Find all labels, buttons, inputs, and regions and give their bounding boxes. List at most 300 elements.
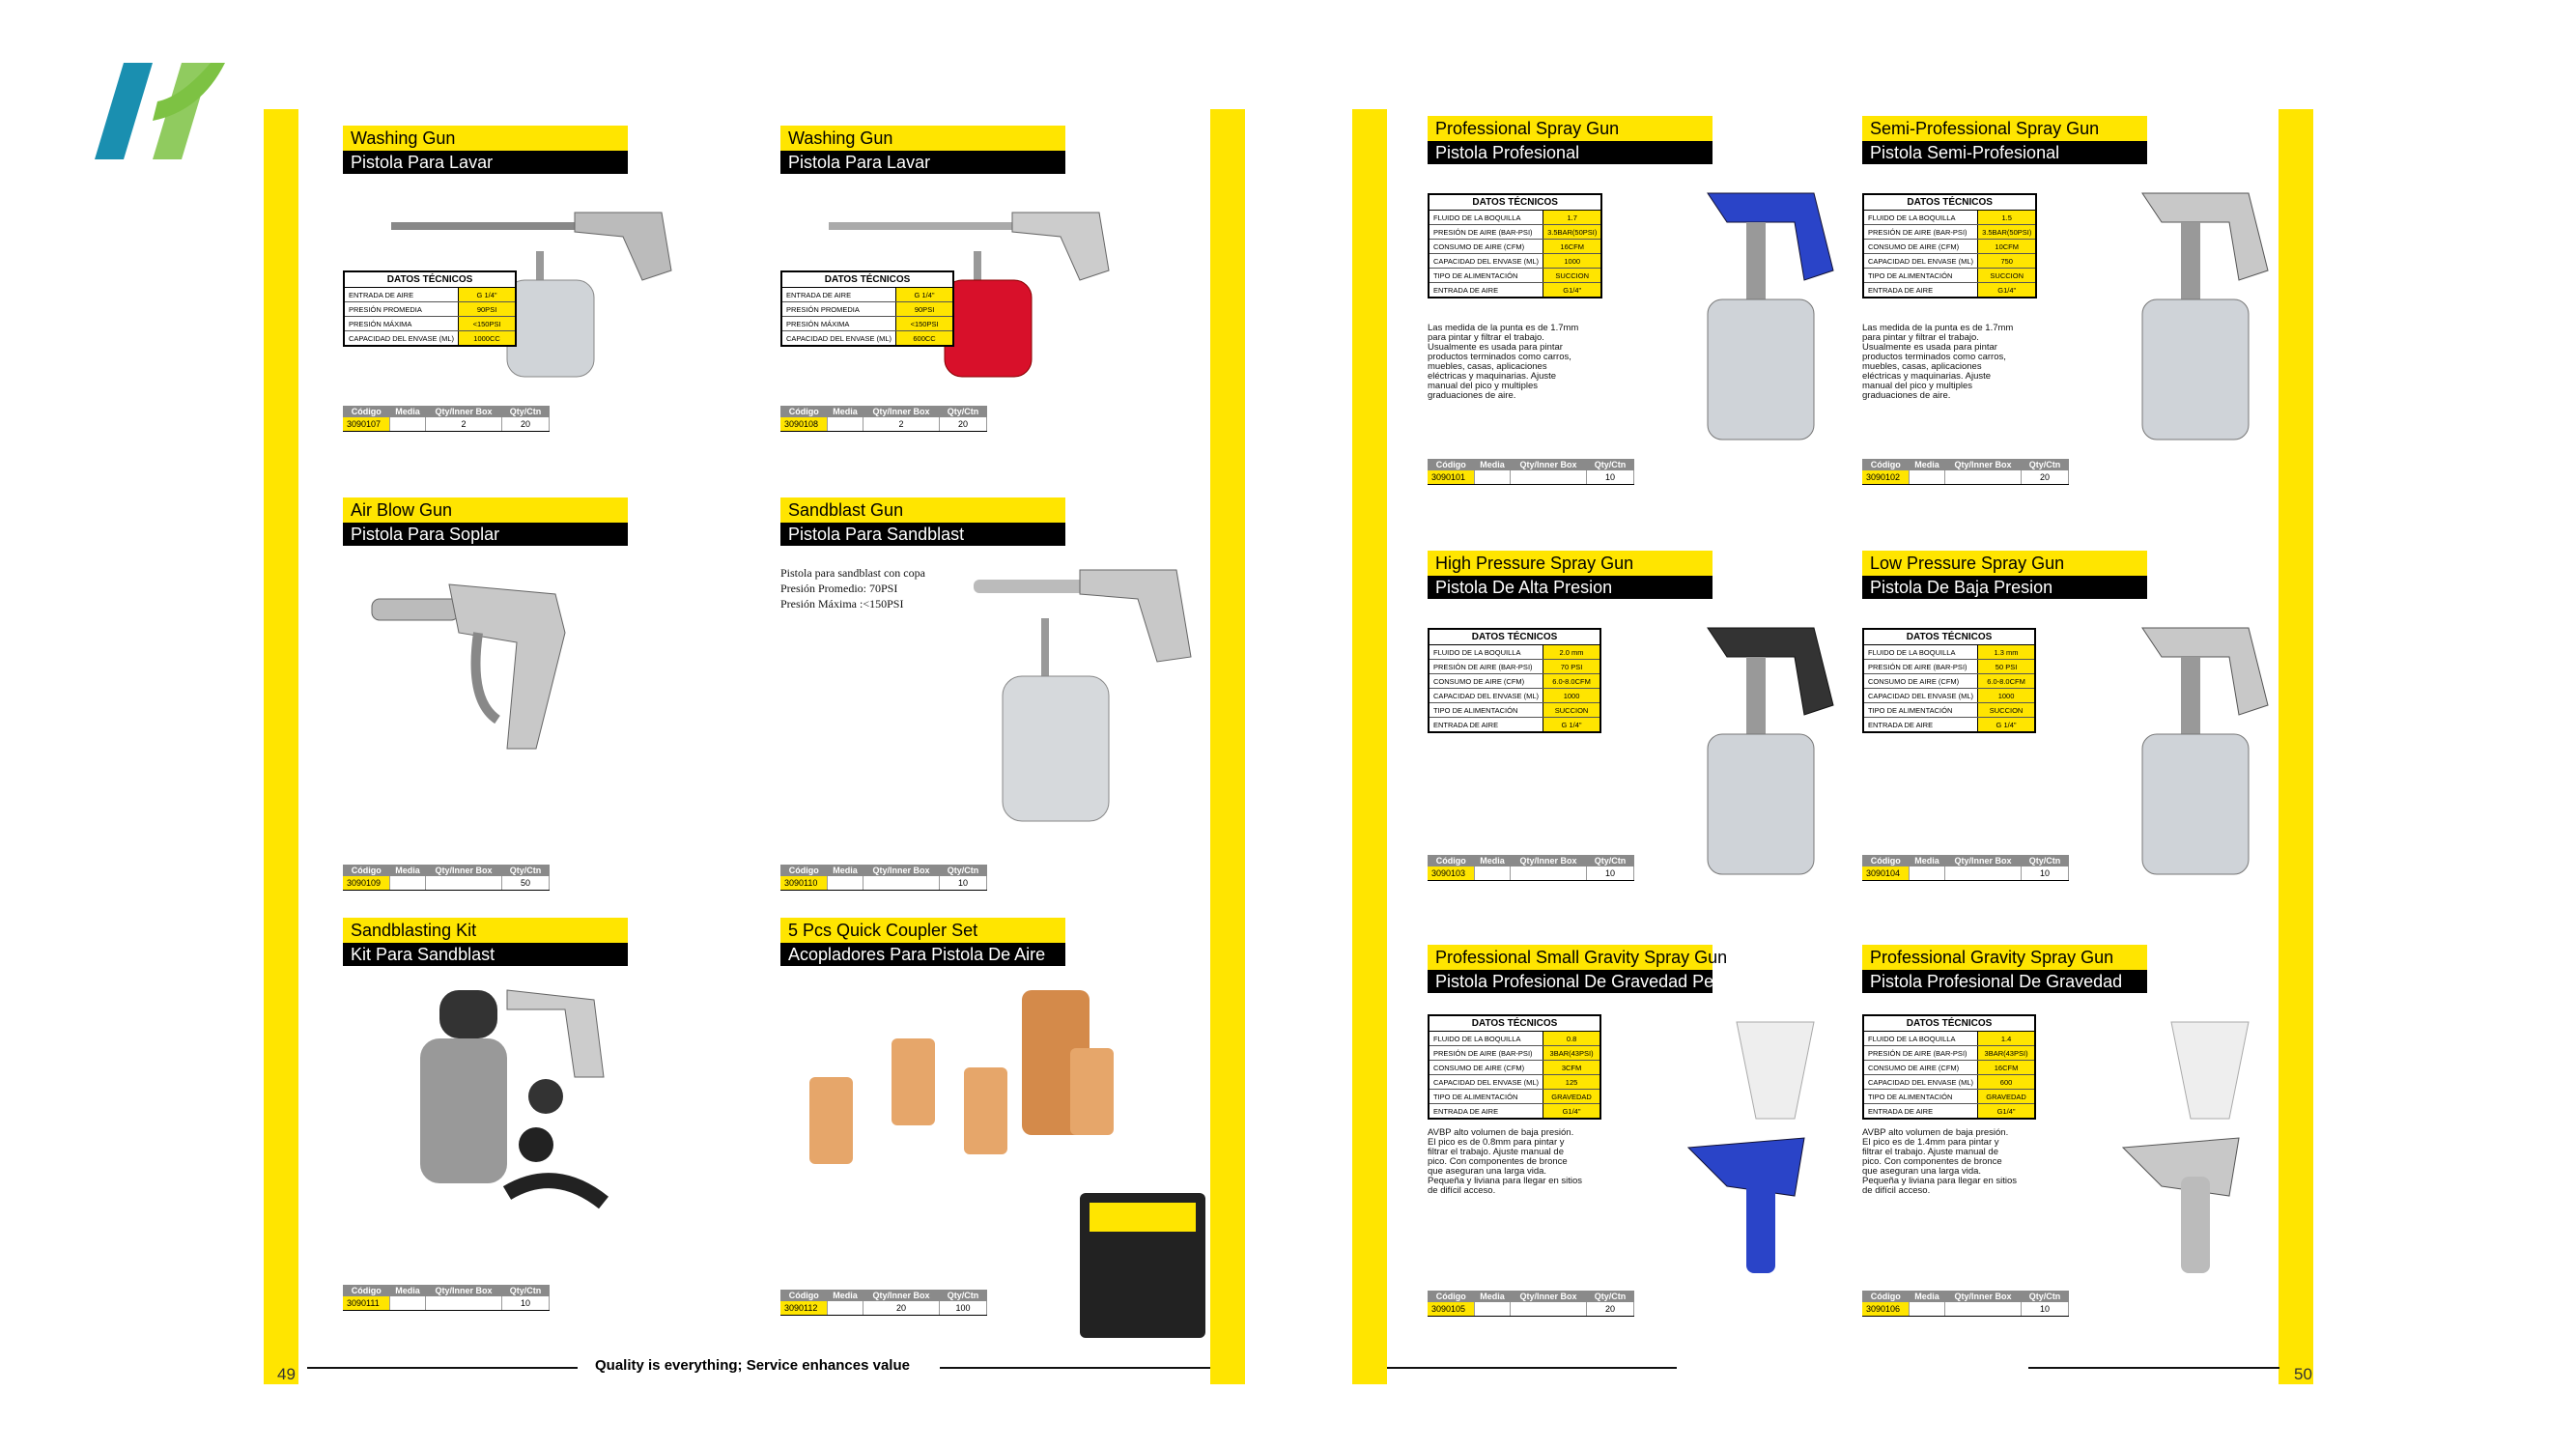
spec-value: GRAVEDAD — [1978, 1090, 2036, 1104]
product-description: AVBP alto volumen de baja presión. El pico es de 0.8mm para pintar y filtrar el trabajo. Ajuste manual de pico. Con componentes de bronce que aseguran una larga vida. Pequeña y liviana para llegar en sitios de difícil acceso. — [1428, 1127, 1583, 1196]
code-row — [1428, 867, 1634, 881]
code-cell — [390, 417, 426, 432]
spec-header: DATOS TÉCNICOS — [1863, 194, 2036, 211]
code-cell: 2 — [863, 417, 940, 432]
spec-value: SUCCION — [1978, 269, 2037, 283]
code-cell: 20 — [1587, 1302, 1634, 1317]
spec-value: 3CFM — [1543, 1061, 1601, 1075]
product-title-es: Pistola Profesional De Gravedad — [1862, 970, 2147, 993]
product-title — [1428, 945, 1763, 993]
spec-value: 600CC — [896, 331, 954, 347]
code-header: Qty/Inner Box — [863, 406, 940, 417]
spec-row — [1429, 283, 1601, 298]
spec-header: DATOS TÉCNICOS — [1429, 1015, 1600, 1032]
spec-value: 16CFM — [1543, 240, 1602, 254]
code-row — [780, 1301, 987, 1316]
product-title-en: Professional Spray Gun — [1428, 116, 1713, 141]
product-title-en: High Pressure Spray Gun — [1428, 551, 1713, 576]
code-header: Qty/Ctn — [1587, 459, 1634, 470]
code-table — [343, 1285, 550, 1311]
product-image — [2104, 609, 2297, 884]
code-header: Qty/Inner Box — [426, 1285, 502, 1296]
code-header: Qty/Ctn — [1587, 855, 1634, 867]
spec-value: G 1/4" — [1543, 718, 1601, 733]
spec-row — [1429, 1090, 1600, 1104]
product-title — [780, 497, 1065, 546]
product-card — [780, 918, 1205, 1323]
product-title-en: Washing Gun — [780, 126, 1065, 151]
code-header: Qty/Ctn — [2022, 1291, 2069, 1302]
product-title-es: Pistola De Alta Presion — [1428, 576, 1713, 599]
code-header: Qty/Ctn — [940, 1290, 987, 1301]
code-cell — [1475, 1302, 1511, 1317]
spec-row — [1429, 645, 1600, 660]
logo-icon — [85, 53, 230, 169]
code-header: Código — [1862, 1291, 1910, 1302]
code-cell: 10 — [1587, 470, 1634, 485]
spec-row — [1863, 1032, 2035, 1046]
spec-value: G 1/4" — [1978, 718, 2036, 733]
spec-value: 1000 — [1978, 689, 2036, 703]
product-title-en: Sandblasting Kit — [343, 918, 628, 943]
code-header: Qty/Inner Box — [1945, 1291, 2022, 1302]
spec-label: PRESIÓN MÁXIMA — [781, 317, 896, 331]
spec-row — [344, 302, 516, 317]
product-title-en: Professional Small Gravity Spray Gun — [1428, 945, 1713, 970]
spec-value: 90PSI — [459, 302, 517, 317]
code-cell: 10 — [2022, 867, 2069, 881]
spec-value: G 1/4" — [896, 288, 954, 302]
spec-label: PRESIÓN PROMEDIA — [344, 302, 459, 317]
code-cell: 20 — [863, 1301, 940, 1316]
code-cell: 3090101 — [1428, 470, 1475, 485]
code-row — [343, 1296, 550, 1311]
code-cell — [1910, 867, 1945, 881]
spec-label: ENTRADA DE AIRE — [1429, 718, 1543, 733]
code-row — [1862, 470, 2069, 485]
code-row — [780, 876, 987, 891]
code-cell: 2 — [426, 417, 502, 432]
spec-value: SUCCION — [1978, 703, 2036, 718]
spec-label: CAPACIDAD DEL ENVASE (ML) — [1429, 254, 1543, 269]
spec-table — [1428, 1014, 1601, 1120]
code-header: Código — [1428, 1291, 1475, 1302]
product-title-en: Sandblast Gun — [780, 497, 1065, 523]
code-header: Código — [343, 1285, 390, 1296]
spec-value: <150PSI — [459, 317, 517, 331]
spec-value: 1000 — [1543, 254, 1602, 269]
description-line: Pistola para sandblast con copa — [780, 566, 925, 580]
spec-row — [1429, 674, 1600, 689]
spec-label: FLUIDO DE LA BOQUILLA — [1429, 211, 1543, 225]
spec-label: TIPO DE ALIMENTACIÓN — [1863, 703, 1978, 718]
product-title — [1862, 116, 2147, 164]
spec-row — [1863, 269, 2036, 283]
spec-row — [1429, 1046, 1600, 1061]
spec-value: 750 — [1978, 254, 2037, 269]
code-header: Qty/Ctn — [502, 1285, 550, 1296]
page-footer-right — [1352, 1348, 2313, 1384]
product-image — [1669, 1012, 1862, 1288]
code-cell: 3090108 — [780, 417, 828, 432]
spec-label: CONSUMO DE AIRE (CFM) — [1863, 674, 1978, 689]
product-title — [1862, 945, 2147, 993]
spec-value: G1/4" — [1543, 283, 1602, 298]
code-row — [1862, 1302, 2069, 1317]
code-header: Qty/Inner Box — [1945, 855, 2022, 867]
spec-row — [1429, 660, 1600, 674]
code-header: Qty/Inner Box — [426, 406, 502, 417]
spec-table — [1428, 193, 1602, 298]
product-title-es: Pistola Para Soplar — [343, 523, 628, 546]
spec-value: 3BAR(43PSI) — [1543, 1046, 1601, 1061]
spec-value: SUCCION — [1543, 269, 1602, 283]
product-image — [800, 971, 1205, 1343]
product-title — [1862, 551, 2147, 599]
code-header: Media — [1910, 1291, 1945, 1302]
code-cell: 10 — [1587, 867, 1634, 881]
spec-label: FLUIDO DE LA BOQUILLA — [1429, 1032, 1543, 1046]
footer-slogan: Quality is everything; Service enhances value — [595, 1357, 910, 1374]
spec-table — [1862, 628, 2036, 733]
code-cell — [390, 876, 426, 891]
spec-row — [781, 288, 953, 302]
code-cell — [426, 876, 502, 891]
spec-label: ENTRADA DE AIRE — [1863, 718, 1978, 733]
code-header: Qty/Inner Box — [863, 1290, 940, 1301]
code-table — [343, 406, 550, 432]
code-cell: 3090109 — [343, 876, 390, 891]
product-card — [1428, 116, 1853, 522]
code-table — [1428, 459, 1634, 485]
spec-label: CAPACIDAD DEL ENVASE (ML) — [781, 331, 896, 347]
code-cell — [1511, 1302, 1587, 1317]
product-title-es: Pistola Para Lavar — [780, 151, 1065, 174]
code-header: Qty/Inner Box — [1945, 459, 2022, 470]
product-title-es: Pistola Para Lavar — [343, 151, 628, 174]
spec-row — [1429, 1104, 1600, 1120]
spec-value: 1000CC — [459, 331, 517, 347]
code-cell — [426, 1296, 502, 1311]
code-cell — [828, 417, 863, 432]
product-title-en: 5 Pcs Quick Coupler Set — [780, 918, 1065, 943]
spec-value: 16CFM — [1978, 1061, 2036, 1075]
product-image — [1669, 609, 1862, 884]
code-cell: 3090112 — [780, 1301, 828, 1316]
spec-label: TIPO DE ALIMENTACIÓN — [1863, 1090, 1978, 1104]
spec-value: G 1/4" — [459, 288, 517, 302]
product-description: Las medida de la punta es de 1.7mm para pintar y filtrar el trabajo. Usualmente es usada para pintar productos terminados como carros, muebles, casas, aplicaciones eléctricas y maquinarias. Ajuste manual del pico y multiples graduaciones de aire. — [1428, 323, 1579, 401]
code-header: Código — [1428, 855, 1475, 867]
spec-header: DATOS TÉCNICOS — [781, 271, 953, 288]
code-row — [343, 417, 550, 432]
spec-row — [1863, 660, 2035, 674]
code-cell — [1910, 470, 1945, 485]
spec-label: PRESIÓN DE AIRE (BAR-PSI) — [1863, 225, 1978, 240]
code-cell — [1945, 1302, 2022, 1317]
spec-row — [1429, 240, 1601, 254]
spec-value: 70 PSI — [1543, 660, 1601, 674]
spec-label: FLUIDO DE LA BOQUILLA — [1863, 645, 1978, 660]
spec-row — [1863, 718, 2035, 733]
spec-label: CONSUMO DE AIRE (CFM) — [1863, 240, 1978, 254]
code-cell — [1511, 470, 1587, 485]
footer-rule — [940, 1367, 1210, 1369]
code-header: Media — [1475, 855, 1511, 867]
product-title — [1428, 116, 1713, 164]
spec-value: GRAVEDAD — [1543, 1090, 1601, 1104]
spec-value: 50 PSI — [1978, 660, 2036, 674]
spec-header: DATOS TÉCNICOS — [1429, 629, 1600, 645]
spec-value: 6.0-8.0CFM — [1978, 674, 2036, 689]
product-title — [343, 497, 628, 546]
spec-label: TIPO DE ALIMENTACIÓN — [1429, 1090, 1543, 1104]
spec-row — [1429, 689, 1600, 703]
spec-value: 3.5BAR(50PSI) — [1543, 225, 1602, 240]
product-image — [2104, 1012, 2297, 1288]
footer-rule — [1387, 1367, 1677, 1369]
spec-row — [1863, 1061, 2035, 1075]
product-image — [362, 555, 594, 773]
spec-header: DATOS TÉCNICOS — [1863, 629, 2035, 645]
spec-label: CONSUMO DE AIRE (CFM) — [1429, 240, 1543, 254]
code-cell: 3090105 — [1428, 1302, 1475, 1317]
product-title-en: Low Pressure Spray Gun — [1862, 551, 2147, 576]
spec-row — [1429, 254, 1601, 269]
code-header: Código — [343, 406, 390, 417]
product-image — [1669, 174, 1862, 449]
spec-row — [1863, 283, 2036, 298]
code-cell — [828, 1301, 863, 1316]
product-card — [343, 918, 768, 1323]
code-header: Media — [1910, 855, 1945, 867]
spec-row — [1429, 211, 1601, 225]
spec-value: G1/4" — [1543, 1104, 1601, 1120]
code-cell — [828, 876, 863, 891]
spec-row — [1863, 703, 2035, 718]
spec-row — [1429, 269, 1601, 283]
product-card — [1862, 945, 2287, 1350]
spec-label: TIPO DE ALIMENTACIÓN — [1429, 703, 1543, 718]
product-card — [1862, 551, 2287, 956]
spec-row — [344, 331, 516, 347]
spec-label: ENTRADA DE AIRE — [344, 288, 459, 302]
code-header: Qty/Ctn — [502, 865, 550, 876]
product-title — [1428, 551, 1713, 599]
spec-label: TIPO DE ALIMENTACIÓN — [1863, 269, 1978, 283]
page-number: 50 — [2294, 1365, 2312, 1383]
spec-value: 2.0 mm — [1543, 645, 1601, 660]
product-title-en: Semi-Professional Spray Gun — [1862, 116, 2147, 141]
spec-label: FLUIDO DE LA BOQUILLA — [1863, 211, 1978, 225]
product-image — [2104, 174, 2297, 449]
product-title — [780, 918, 1065, 966]
spec-row — [781, 317, 953, 331]
code-header: Código — [780, 865, 828, 876]
spec-label: ENTRADA DE AIRE — [1429, 1104, 1543, 1120]
product-card — [343, 126, 768, 531]
product-title-es: Pistola Para Sandblast — [780, 523, 1065, 546]
code-cell: 3090110 — [780, 876, 828, 891]
code-row — [343, 876, 550, 891]
spec-row — [1863, 1075, 2035, 1090]
footer-rule — [2028, 1367, 2279, 1369]
spec-label: TIPO DE ALIMENTACIÓN — [1429, 269, 1543, 283]
code-header: Qty/Ctn — [502, 406, 550, 417]
description-line: Presión Promedio: 70PSI — [780, 582, 898, 595]
spec-label: ENTRADA DE AIRE — [1863, 283, 1978, 298]
spec-value: G1/4" — [1978, 1104, 2036, 1120]
spec-row — [344, 288, 516, 302]
code-header: Qty/Inner Box — [426, 865, 502, 876]
code-table — [343, 865, 550, 891]
code-cell: 20 — [502, 417, 550, 432]
spec-value: G1/4" — [1978, 283, 2037, 298]
product-card — [1428, 945, 1853, 1350]
spec-label: FLUIDO DE LA BOQUILLA — [1429, 645, 1543, 660]
spec-value: 1.4 — [1978, 1032, 2036, 1046]
product-description — [780, 565, 974, 611]
code-header: Qty/Inner Box — [1511, 459, 1587, 470]
code-row — [1428, 470, 1634, 485]
code-cell: 10 — [2022, 1302, 2069, 1317]
spec-label: CAPACIDAD DEL ENVASE (ML) — [1863, 1075, 1978, 1090]
spec-value: 90PSI — [896, 302, 954, 317]
code-table — [780, 1290, 987, 1316]
spec-value: 6.0-8.0CFM — [1543, 674, 1601, 689]
spec-row — [1863, 211, 2036, 225]
code-header: Código — [780, 1290, 828, 1301]
spec-row — [1863, 225, 2036, 240]
product-image — [382, 971, 633, 1236]
spec-label: PRESIÓN MÁXIMA — [344, 317, 459, 331]
product-card — [780, 497, 1205, 903]
product-title-es: Pistola Profesional De Gravedad Pequena — [1428, 970, 1713, 993]
spec-label: ENTRADA DE AIRE — [1429, 283, 1543, 298]
spec-value: 1.3 mm — [1978, 645, 2036, 660]
spec-label: CAPACIDAD DEL ENVASE (ML) — [1429, 689, 1543, 703]
page-footer-left — [264, 1348, 1245, 1384]
code-header: Media — [1475, 459, 1511, 470]
spec-label: ENTRADA DE AIRE — [1863, 1104, 1978, 1120]
product-title-es: Pistola De Baja Presion — [1862, 576, 2147, 599]
code-cell: 3090104 — [1862, 867, 1910, 881]
product-title — [780, 126, 1065, 174]
code-header: Media — [1475, 1291, 1511, 1302]
product-title-en: Washing Gun — [343, 126, 628, 151]
spec-table — [780, 270, 954, 347]
code-header: Media — [390, 865, 426, 876]
code-table — [780, 406, 987, 432]
code-cell: 10 — [502, 1296, 550, 1311]
code-row — [1862, 867, 2069, 881]
product-card — [1862, 116, 2287, 522]
code-table — [1862, 1291, 2069, 1317]
code-cell: 3090107 — [343, 417, 390, 432]
code-header: Código — [343, 865, 390, 876]
code-cell: 20 — [940, 417, 987, 432]
product-title — [343, 126, 628, 174]
spec-row — [1863, 254, 2036, 269]
code-cell: 3090106 — [1862, 1302, 1910, 1317]
description-line: Presión Máxima :<150PSI — [780, 597, 904, 611]
code-cell: 3090102 — [1862, 470, 1910, 485]
spec-header: DATOS TÉCNICOS — [1429, 194, 1601, 211]
spec-value: 3.5BAR(50PSI) — [1978, 225, 2037, 240]
spec-value: <150PSI — [896, 317, 954, 331]
product-title-en: Professional Gravity Spray Gun — [1862, 945, 2147, 970]
product-description: AVBP alto volumen de baja presión. El pico es de 1.4mm para pintar y filtrar el trabajo. Ajuste manual de pico. Con componentes de bronce que aseguran una larga vida. Pequeña y liviana para llegar en sitios de difícil acceso. — [1862, 1127, 2018, 1196]
page-number: 49 — [277, 1365, 296, 1383]
code-header: Código — [1862, 855, 1910, 867]
product-image — [964, 560, 1196, 836]
code-header: Media — [828, 1290, 863, 1301]
spec-row — [1863, 240, 2036, 254]
spec-label: CONSUMO DE AIRE (CFM) — [1429, 1061, 1543, 1075]
spec-row — [1429, 1075, 1600, 1090]
spec-row — [1863, 674, 2035, 689]
product-title-es: Kit Para Sandblast — [343, 943, 628, 966]
code-header: Qty/Inner Box — [1511, 855, 1587, 867]
spec-label: PRESIÓN DE AIRE (BAR-PSI) — [1429, 1046, 1543, 1061]
spec-label: CAPACIDAD DEL ENVASE (ML) — [344, 331, 459, 347]
code-table — [1862, 855, 2069, 881]
code-table — [1428, 1291, 1634, 1317]
code-cell: 20 — [2022, 470, 2069, 485]
spec-table — [1862, 1014, 2036, 1120]
spec-value: 125 — [1543, 1075, 1601, 1090]
code-header: Media — [828, 865, 863, 876]
code-header: Qty/Inner Box — [1511, 1291, 1587, 1302]
product-title-en: Air Blow Gun — [343, 497, 628, 523]
spec-row — [1863, 645, 2035, 660]
code-cell — [1945, 867, 2022, 881]
code-header: Código — [1862, 459, 1910, 470]
spec-label: ENTRADA DE AIRE — [781, 288, 896, 302]
code-header: Qty/Ctn — [2022, 459, 2069, 470]
spec-label: CONSUMO DE AIRE (CFM) — [1429, 674, 1543, 689]
product-card — [780, 126, 1205, 531]
spec-row — [1429, 225, 1601, 240]
spec-label: FLUIDO DE LA BOQUILLA — [1863, 1032, 1978, 1046]
code-cell — [1511, 867, 1587, 881]
code-cell: 3090103 — [1428, 867, 1475, 881]
code-header: Código — [780, 406, 828, 417]
code-cell — [1475, 470, 1511, 485]
code-table — [780, 865, 987, 891]
code-row — [780, 417, 987, 432]
code-header: Código — [1428, 459, 1475, 470]
spec-label: CAPACIDAD DEL ENVASE (ML) — [1863, 254, 1978, 269]
spec-value: 10CFM — [1978, 240, 2037, 254]
code-table — [1428, 855, 1634, 881]
spec-value: 1.7 — [1543, 211, 1602, 225]
code-header: Qty/Ctn — [940, 406, 987, 417]
spec-row — [1863, 1090, 2035, 1104]
spec-label: CAPACIDAD DEL ENVASE (ML) — [1429, 1075, 1543, 1090]
code-header: Media — [1910, 459, 1945, 470]
code-cell: 10 — [940, 876, 987, 891]
spec-row — [781, 302, 953, 317]
product-title-es: Pistola Profesional — [1428, 141, 1713, 164]
spec-value: 600 — [1978, 1075, 2036, 1090]
spec-label: CONSUMO DE AIRE (CFM) — [1863, 1061, 1978, 1075]
spec-row — [1863, 1046, 2035, 1061]
code-header: Qty/Ctn — [940, 865, 987, 876]
spec-row — [1429, 718, 1600, 733]
spec-value: SUCCION — [1543, 703, 1601, 718]
spec-label: PRESIÓN DE AIRE (BAR-PSI) — [1429, 225, 1543, 240]
